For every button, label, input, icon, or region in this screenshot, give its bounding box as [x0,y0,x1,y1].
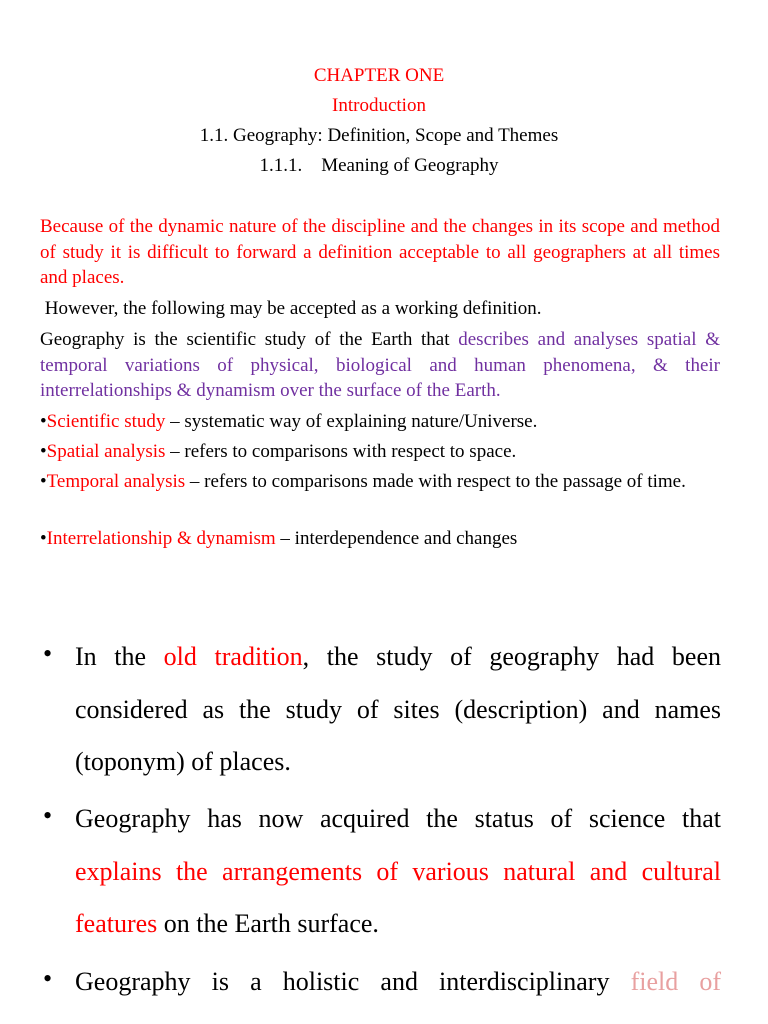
term-bullet: • [40,441,47,462]
bullet-old-tradition [75,631,721,789]
bullet-dot: • [43,801,53,830]
bullet-highlight: old tradition [163,642,303,671]
term-name: Scientific study [46,411,166,432]
term-desc: – interdependence and changes [275,528,518,549]
term-item [40,439,720,465]
bullet-text: Geography has now acquired the status of science that [75,804,721,833]
bullet-highlight: field of [630,967,721,996]
term-desc: – systematic way of explaining nature/Universe. [165,411,538,432]
term-item [40,409,720,435]
definition-paragraph [40,327,720,404]
term-item [40,526,720,552]
term-desc: – refers to comparisons with respect to space. [165,441,517,462]
bullet-text: Geography is a holistic and interdisciplinary [75,967,631,996]
term-bullet: • [40,471,47,492]
bullet-holistic [75,956,721,1009]
term-item [40,469,720,495]
intro-paragraph: Because of the dynamic nature of the discipline and the changes in its scope and method of study it is difficult to forward a definition acceptable to all geographers at all times and places. [40,216,720,288]
bullet-highlight: explains the arrangements of various natural and cultural features [75,856,721,938]
intro-heading: Introduction [332,95,426,116]
term-bullet: • [40,411,47,432]
subsection-heading: 1.1.1. Meaning of Geography [259,155,499,176]
bullet-text: In the [75,642,164,671]
definition-highlight: describes and analyses spatial & temporal variations of physical, biological and human phenomena, & their interrelationships & dynamism over the surface of the Earth. [40,329,720,401]
bullet-dot: • [43,639,53,668]
section-heading: 1.1. Geography: Definition, Scope and Themes [199,125,559,146]
bullet-text: on the Earth surface. [157,909,379,938]
bullet-science-status [75,793,721,951]
term-desc: – refers to comparisons made with respect to the passage of time. [185,471,686,492]
working-definition-line: However, the following may be accepted as a working definition. [40,298,542,319]
bullet-text: , the study of geography had been considered as the study of sites (description) and names (toponym) of places. [75,642,721,776]
definition-lead: Geography is the scientific study of the Earth that [40,329,459,350]
chapter-heading: CHAPTER ONE [313,65,445,86]
bullet-dot: • [43,964,53,993]
term-name: Spatial analysis [46,441,166,462]
term-name: Temporal analysis [46,471,186,492]
term-bullet: • [40,528,47,549]
term-name: Interrelationship & dynamism [46,528,276,549]
